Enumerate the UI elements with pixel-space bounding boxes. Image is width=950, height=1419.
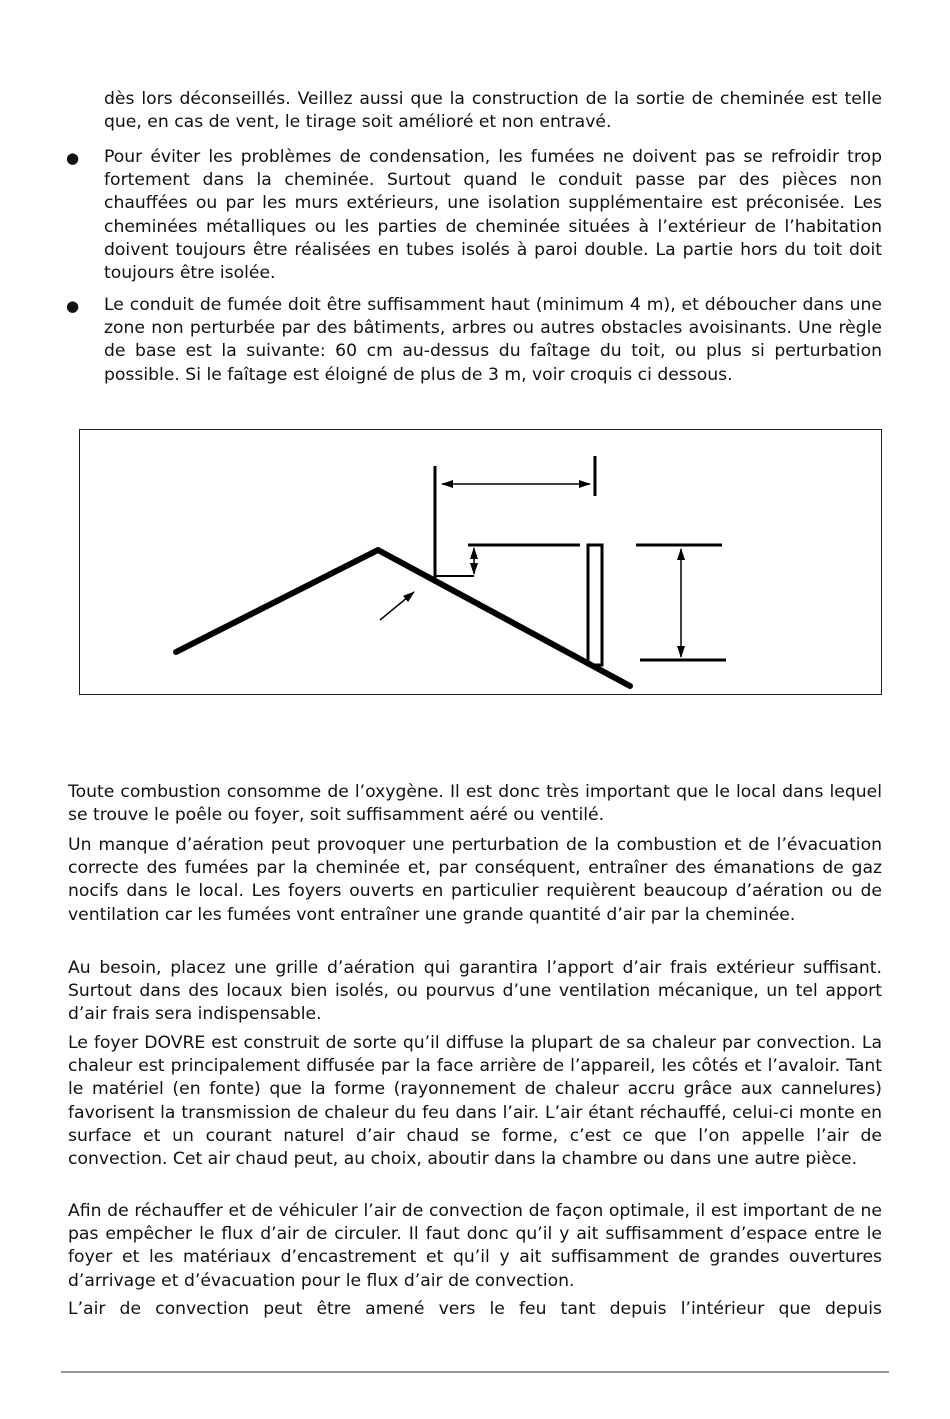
bullet-chimney-height-text: Le conduit de fumée doit être suffisamment haut (minimum 4 m), et déboucher dans une zone non perturbée par des bâtiments, arbres ou autres obstacles avoisinants. Une règle de base est la suivante: 60 cm au-dessus du faîtage du toit, ou plus si perturbation possible. Si le faîtage est éloigné de plus de 3 m, voir croquis ci dessous. bbox=[104, 295, 882, 385]
paragraph-convection-source: L’air de convection peut être amené vers le feu tant depuis l’intérieur que depuis bbox=[68, 1299, 882, 1319]
paragraph-oxygen: Toute combustion consomme de l’oxygène. Il est donc très important que le local dans lequel se trouve le poêle ou foyer, soit suffisamment aéré ou ventilé. bbox=[68, 782, 882, 826]
paragraph-ventilation: Un manque d’aération peut provoquer une perturbation de la combustion et de l’évacuation correcte des fumées par la cheminée et, par conséquent, entraîner des émanations de gaz nocifs dans le local. Les foyers ouverts en particulier requièrent beaucoup d’aération ou de ventilation car les fumées vont entraîner une grande quantité d’air par la cheminée. bbox=[68, 835, 882, 925]
roof-chimney-sketch bbox=[80, 430, 883, 696]
paragraph-airflow: Afin de réchauffer et de véhiculer l’air de convection de façon optimale, il est important de ne pas empêcher le flux d’air de circuler. Il faut donc qu’il y ait suffisamment d’espace entre le foyer et les matériaux d’encastrement et qu’il y ait suffisamment de grandes ouvertures d’arrivage et d’évacuation pour le flux d’air de convection. bbox=[68, 1201, 882, 1291]
bullet-marker: ● bbox=[66, 149, 80, 167]
roof-pointer-arrow bbox=[380, 592, 414, 620]
paragraph-air-grille: Au besoin, placez une grille d’aération qui garantira l’apport d’air frais extérieur suffisant. Surtout dans des locaux bien isolés, ou pourvus d’une ventilation mécanique, un tel apport d’air frais sera indispensable. bbox=[68, 958, 882, 1025]
chimney-stack bbox=[588, 545, 602, 665]
roof-left-slope bbox=[176, 550, 378, 652]
chimney-height-diagram bbox=[79, 429, 882, 695]
bullet-condensation-text: Pour éviter les problèmes de condensation, les fumées ne doivent pas se refroidir trop fortement dans la cheminée. Surtout quand le conduit passe par des pièces non chauffées ou par les murs extérieurs, une isolation supplémentaire est préconisée. Les cheminées métalliques ou les parties de cheminée situées à l’extérieur de l’habitation doivent toujours être réalisées en tubes isolés à paroi double. La partie hors du toit doit toujours être isolée. bbox=[104, 147, 882, 284]
paragraph-convection: Le foyer DOVRE est construit de sorte qu’il diffuse la plupart de sa chaleur par convection. La chaleur est principalement diffusée par la face arrière de l’appareil, les côtés et l’avaloir. Tant le matériel (en fonte) que la forme (rayonnement de chaleur accru grâce aux cannelures) favorisent la transmission de chaleur du feu dans l’air. L’air étant réchauffé, celui-ci monte en surface et un courant naturel d’air chaud se forme, c’est ce que l’on appelle l’air de convection. Cet air chaud peut, au choix, aboutir dans la chambre ou dans une autre pièce. bbox=[68, 1033, 882, 1170]
intro-continuation-paragraph: dès lors déconseillés. Veillez aussi que la construction de la sortie de cheminée est telle que, en cas de vent, le tirage soit amélioré et non entravé. bbox=[104, 89, 882, 133]
bullet-marker: ● bbox=[66, 297, 80, 315]
footer-divider bbox=[61, 1371, 889, 1373]
